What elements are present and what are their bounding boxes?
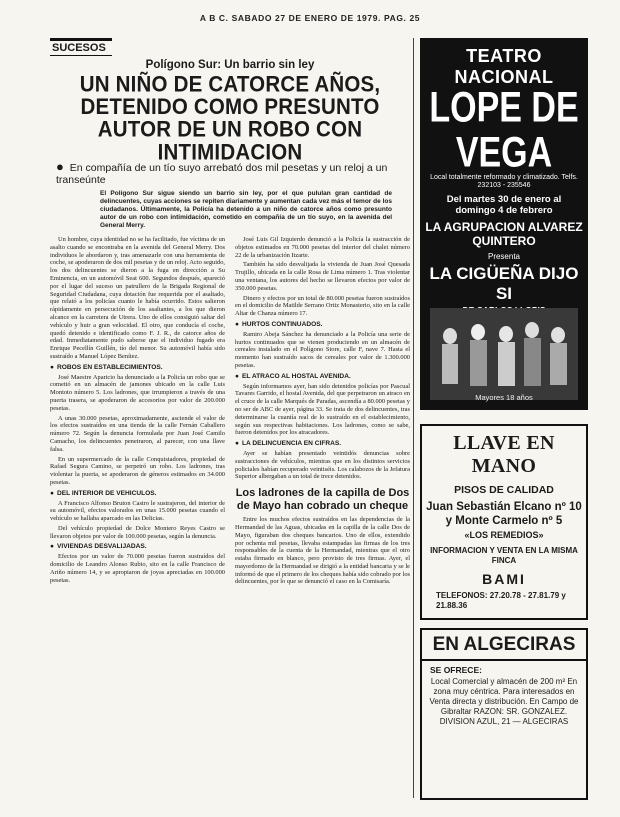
paragraph: Un hombre, cuya identidad no se ha facilitado, fue víctima de un asalto cuando se encontraba en la avenida del General Merry. Dos individuos le abordaron y, tras amenazarle con una herramienta de coche, se apoderaron de dos mil pesetas y de un reloj. Acto seguido, los dos delincuentes se dieron a la fuga en dirección a Su Eminencia, en un automóvil Seat 600. Segundos después, apareció por el lugar del suceso un patrullero de la Brigada Regional de Seguridad Ciudadana, cuya dotación fue requerida por el asaltado, que relató a los policías cuanto le había ocurrido. Estos salieron rápidamente en persecución de los asaltantes, a los que dieron alcance en la carretera de Utrera. Uno de ellos consiguió saltar del vehículo y huir a gran velocidad. El otro, que conducía el coche, quedó detenido e identificado como F. J. R., de catorce años de edad. Inmediatamente pudo saberse que el individuo fugado era Enrique Pecellín Guillén, tío del menor. Su automóvil había sido sustraído a Manuel López Benítez.	[50, 236, 225, 360]
paragraph: Ramiro Abeja Sánchez ha denunciado a la Policía una serie de hurtos continuados que se vienen produciendo en un almacén de cereales instalado en el Polígono Store, calle F, nave 7. Hasta el momento han sustraído sacos de cereales por valor de 1.300.000 pesetas.	[235, 330, 410, 369]
paragraph: A unas 30.000 pesetas, aproximadamente, asciende el valor de los efectos sustraídos en una tienda de la calle Fernán Caballero número 72. Según la denuncia formulada por Juan José Camilo Camacho, los delincuentes penetraron, al parecer, con una llave falsa.	[50, 414, 225, 453]
bullet-icon: ●	[50, 543, 54, 551]
algeciras-title: EN ALGECIRAS	[422, 634, 586, 661]
theatre-presenta: Presenta	[487, 252, 521, 261]
subhead-text: En compañía de un tío suyo arrebató dos mil pesetas y un reloj a un transeúnte	[56, 162, 388, 186]
subsection-heading-text: VIVIENDAS DESVALIJADAS.	[56, 543, 147, 551]
subsection-heading	[235, 440, 410, 448]
cast-photo	[430, 308, 578, 400]
housing-info: INFORMACION Y VENTA EN LA MISMA FINCA	[430, 546, 578, 565]
bullet-icon: ●	[235, 320, 239, 328]
theatre-company: LA AGRUPACION ALVAREZ QUINTERO	[425, 220, 583, 248]
paragraph: Del vehículo propiedad de Dolce Montero Reyes Castro se llevaron objetos por valor de 100.000 pesetas, según la denuncia.	[50, 524, 225, 540]
paragraph: A Francisco Alfonso Bruton Castro le sustrajeron, del interior de su automóvil, efectos valorados en unas 15.000 pesetas cuando el vehículo se hallaba aparcado en las Delicias.	[50, 499, 225, 523]
bullet-icon: ●	[50, 363, 54, 371]
theatre-phones: Local totalmente reformado y climatizado. Telfs. 232103 - 235546	[430, 174, 578, 189]
paragraph: Ayer se habían presentado veintidós denuncias sobre sustracciones de vehículos, mientras que en los distintos servicios policiales habían recuperado veintiséis. Los calabozos de la Jefatura Superior albergaban a un total de trece detenidos.	[235, 449, 410, 481]
housing-address: Juan Sebastián Elcano nº 10 y Monte Carmelo nº 5	[426, 501, 582, 527]
theatre-title: LOPE DE VEGA	[429, 83, 579, 177]
housing-brand: BAMI	[482, 571, 526, 587]
news-article	[50, 38, 410, 588]
inset-body	[235, 516, 410, 586]
paragraph: También ha sido desvalijada la vivienda de Juan José Quesada Trujillo, ubicada en la calle Rosa de Lima número 1. Tras violentar una ventana, los autores del hecho se llevaron efectos por valor de 350.000 pesetas.	[235, 261, 410, 292]
subsection-heading-text: EL ATRACO AL HOSTAL AVENIDA.	[241, 372, 351, 380]
subsection-heading	[50, 364, 225, 372]
age-rating: Mayores 18 años	[475, 393, 533, 402]
housing-name: «LOS REMEDIOS»	[464, 530, 544, 540]
bullet-icon: ●	[56, 159, 64, 174]
housing-title: LLAVE EN MANO	[453, 432, 555, 477]
algeciras-body: Local Comercial y almacén de 200 m² En zona muy céntrica. Para interesados en Venta directa y distribución. En Campo de Gibraltar RAZON: SR. GONZALEZ. DIVISION AZUL, 21 — ALGECIRAS	[429, 677, 579, 726]
article-column-1	[50, 236, 225, 588]
article-headline: UN NIÑO DE CATORCE AÑOS, DETENIDO COMO PRESUNTO AUTOR DE UN ROBO CON INTIMIDACION	[79, 71, 381, 165]
subsection-heading	[50, 490, 225, 498]
play-title: LA CIGÜEÑA DIJO SI	[429, 264, 579, 303]
section-tag: SUCESOS	[50, 38, 112, 56]
column-2-body	[235, 236, 410, 481]
article-column-2	[235, 236, 410, 588]
housing-subtitle: PISOS DE CALIDAD	[454, 484, 554, 496]
inset-headline: Los ladrones de la capilla de Dos de Mayo han cobrado un cheque	[235, 487, 410, 512]
page-masthead: A B C. SABADO 27 DE ENERO DE 1979. PAG. 25	[199, 13, 421, 23]
subsection-heading-text: DEL INTERIOR DE VEHICULOS.	[56, 489, 157, 497]
subsection-heading-text: LA DELINCUENCIA EN CIFRAS.	[241, 440, 342, 448]
subsection-heading	[235, 321, 410, 329]
paragraph: Dinero y efectos por un total de 80.000 pesetas fueron sustraídos en el domicilio de Matilde Serrano Ortiz Monasterio, sito en la calle Altar de Chanza número 17.	[235, 294, 410, 318]
subsection-heading-text: ROBOS EN ESTABLECIMIENTOS.	[56, 363, 163, 371]
paragraph: José Luis Gil Izquierdo denunció a la Policía la sustracción de objetos estimados en 70.000 pesetas del interior del chalet número 22 de la urbanización Itzarte.	[235, 236, 410, 259]
subsection-heading	[235, 373, 410, 381]
article-lead: El Polígono Sur sigue siendo un barrio sin ley, por el que pululan gran cantidad de delincuentes, cuyas acciones se repiten diariamente y aumentan cada vez más el temor de los ciudadanos. Últimamente, la Policía ha detenido a un niño de catorce años como presunto autor de un robo con intimidación, cometido en compañía de un tío suyo, en la avenida del General Merry.	[100, 190, 392, 229]
column-divider	[413, 38, 414, 798]
bullet-icon: ●	[50, 489, 54, 497]
housing-phones: TELEFONOS: 27.20.78 - 27.81.79 y 21.88.36	[436, 591, 566, 610]
subsection-heading	[50, 543, 225, 551]
theatre-name: TEATRO NACIONAL	[454, 46, 554, 87]
paragraph: Según informamos ayer, han sido detenidos policías por Pascual Tavares Garrido, el hostal Avenida, del que perpetraron un atraco en el cruce de la calle Marqués de Paradas, ascendía a 80.000 pesetas y no ser de ABC de ayer, página 33. Se trata de dos delincuentes, tras determinarse la cuantía real de lo sustraído en el establecimiento, según sus respectivas habitaciones. Los ladrones, como se sabe, fueron detenidos por los atracadores.	[235, 382, 410, 437]
article-columns	[50, 236, 410, 588]
paragraph: Efectos por un valor de 70.000 pesetas fueron sustraídos del domicilio de Leandro Alonso Rubio, sito en la calle Francisco de Ariño número 14, y se apropiaron de joyas apreciadas en 100.000 pesetas.	[50, 553, 225, 584]
bullet-icon: ●	[235, 440, 239, 448]
theatre-advertisement	[420, 38, 588, 410]
paragraph: En un supermercado de la calle Conquistadores, propiedad de Rafael Segura Camino, se perpetró un robo. Los ladrones, tras violentar la puerta, se apoderaron de géneros estimados en 34.000 pesetas.	[50, 455, 225, 486]
algeciras-advertisement	[420, 628, 588, 800]
kicker: Polígono Sur: Un barrio sin ley	[145, 59, 315, 71]
algeciras-offer: SE OFRECE:	[430, 665, 482, 675]
paragraph: Entre los muchos efectos sustraídos en las dependencias de la Hermandad de las Aguas, ubicadas en la capilla de la calle Dos de Mayo, figuraban dos cheques bancarios. Uno de ellos, extendido por ochenta mil pesetas, llevaba estampadas las firmas de los tres responsables de la cuenta de la Hermandad, mientras que el otro estaba firmado en blanco, pero provisto de tres firmas. Ayer, el mayordomo de la Hermandad se dirigió a la entidad bancaria y se le informó de que el primero de los cheques había sido cobrado por los delincuentes, por lo que se denunció el caso en la Comisaría.	[235, 516, 410, 586]
subsection-heading-text: HURTOS CONTINUADOS.	[241, 320, 323, 328]
bullet-icon: ●	[235, 372, 239, 380]
theatre-dates: Del martes 30 de enero al domingo 4 de febrero	[446, 194, 562, 216]
paragraph: José Maestre Aparicio ha denunciado a la Policía un robo que se cometió en un almacén de jamones ubicado en la calle Luis Montoto número 5. Los ladrones, que irrumpieron a través de una puerta trasera, se apoderaron de accesorios por valor de 200.000 pesetas.	[50, 373, 225, 412]
housing-advertisement	[420, 424, 588, 620]
